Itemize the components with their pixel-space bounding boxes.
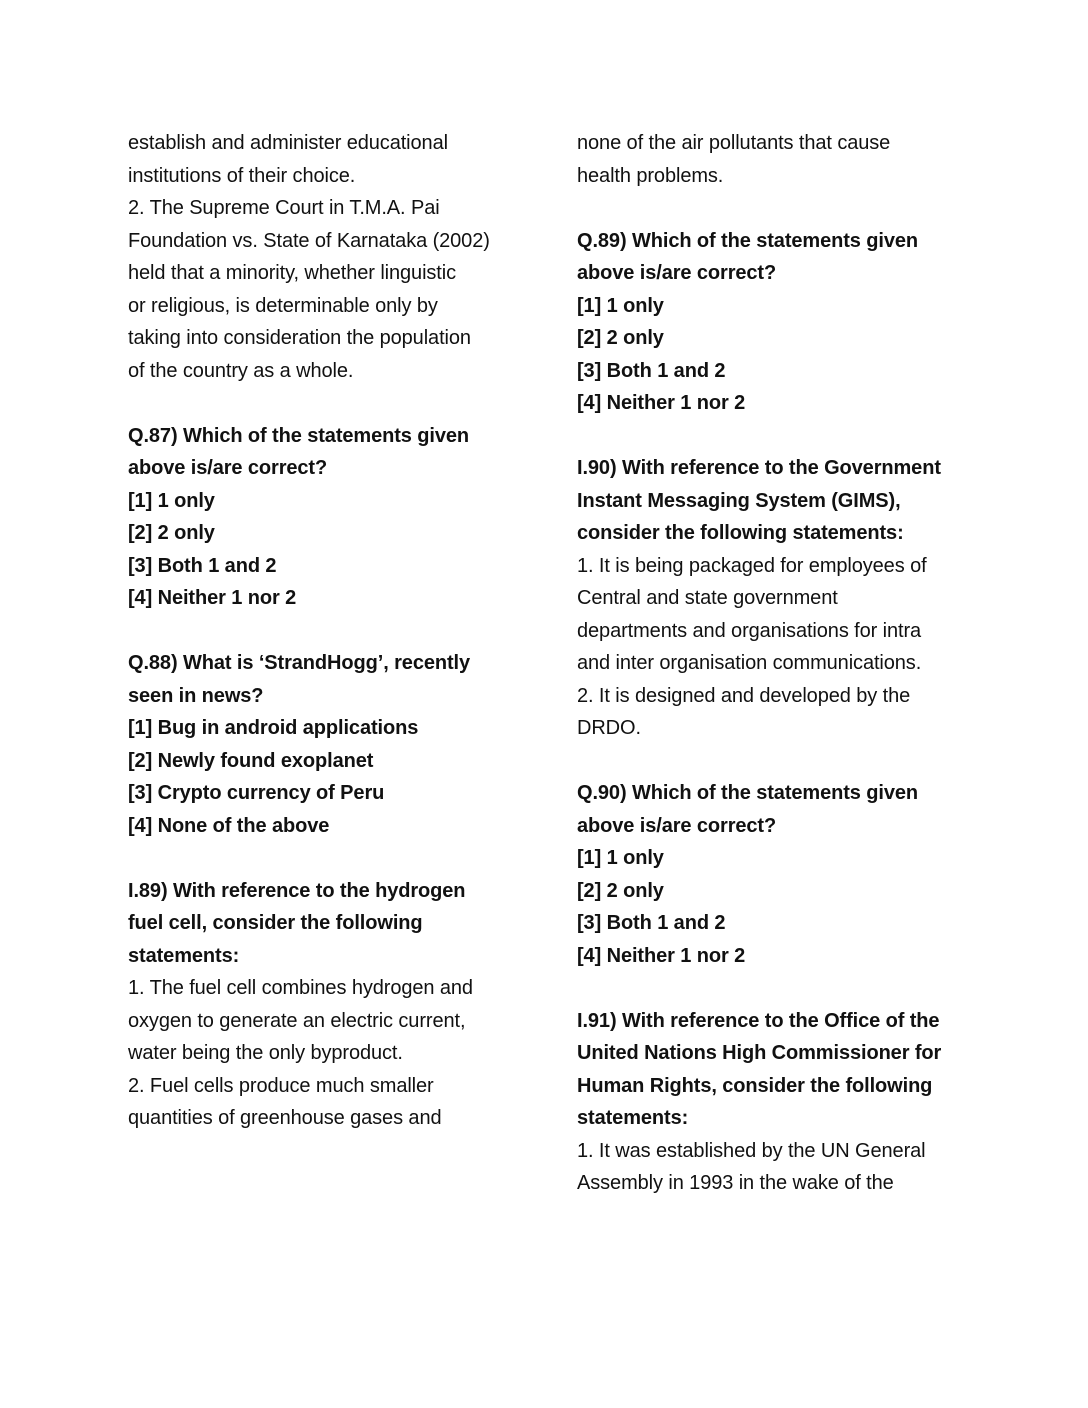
text-line: health problems.	[577, 164, 724, 187]
answer-option: [3] Both 1 and 2	[577, 912, 726, 934]
text-line: DRDO.	[577, 717, 641, 739]
instruction-heading: I.89) With reference to the hydrogen	[128, 879, 466, 902]
instruction-heading: consider the following statements:	[577, 522, 904, 544]
left-column	[128, 127, 528, 1135]
instruction-heading: statements:	[577, 1107, 689, 1129]
spacer	[128, 387, 528, 420]
text-line: Assembly in 1993 in the wake of the	[577, 1172, 894, 1194]
answer-option: [1] 1 only	[128, 489, 215, 512]
text-line: water being the only byproduct.	[128, 1042, 403, 1064]
spacer	[577, 192, 977, 225]
instruction-heading: I.91) With reference to the Office of the	[577, 1009, 940, 1032]
text-line: Foundation vs. State of Karnataka (2002)	[128, 229, 490, 252]
instruction-heading: United Nations High Commissioner for	[577, 1042, 942, 1064]
answer-option: [2] 2 only	[128, 522, 215, 544]
question-88	[128, 647, 528, 842]
spacer	[577, 745, 977, 778]
answer-option: [4] Neither 1 nor 2	[128, 587, 297, 609]
answer-option: [3] Both 1 and 2	[577, 359, 726, 382]
spacer	[128, 615, 528, 648]
statement-1-continuation	[128, 127, 528, 192]
instruction-heading: Instant Messaging System (GIMS),	[577, 489, 901, 512]
text-line: quantities of greenhouse gases and	[128, 1107, 442, 1129]
text-line: institutions of their choice.	[128, 164, 356, 187]
text-line: of the country as a whole.	[128, 359, 354, 382]
text-line: 1. It was established by the UN General	[577, 1139, 926, 1162]
question-text: seen in news?	[128, 684, 264, 707]
spacer	[577, 420, 977, 453]
question-text: above is/are correct?	[128, 457, 328, 479]
statement-2	[128, 192, 528, 387]
instruction-90	[577, 452, 977, 745]
question-text: Q.87) Which of the statements given	[128, 424, 470, 447]
text-line: 1. It is being packaged for employees of	[577, 554, 927, 577]
text-line: and inter organisation communications.	[577, 652, 922, 674]
question-87	[128, 420, 528, 615]
text-line: departments and organisations for intra	[577, 619, 922, 642]
answer-option: [2] Newly found exoplanet	[128, 749, 374, 772]
text-line: held that a minority, whether linguistic	[128, 262, 457, 284]
answer-option: [1] Bug in android applications	[128, 717, 419, 739]
text-line: 1. The fuel cell combines hydrogen and	[128, 977, 473, 999]
question-text: Q.88) What is ‘StrandHogg’, recently	[128, 652, 471, 674]
text-line: taking into consideration the population	[128, 327, 471, 349]
answer-option: [2] 2 only	[577, 327, 664, 349]
statement-2-continuation	[577, 127, 977, 192]
instruction-heading: I.90) With reference to the Government	[577, 457, 941, 479]
instruction-heading: statements:	[128, 944, 240, 967]
text-line: 2. Fuel cells produce much smaller	[128, 1074, 434, 1097]
instruction-89	[128, 875, 528, 1135]
text-line: 2. It is designed and developed by the	[577, 684, 911, 707]
text-line: none of the air pollutants that cause	[577, 132, 891, 154]
answer-option: [4] None of the above	[128, 814, 330, 837]
question-text: above is/are correct?	[577, 814, 777, 837]
answer-option: [3] Both 1 and 2	[128, 554, 277, 577]
answer-option: [4] Neither 1 nor 2	[577, 392, 746, 414]
text-line: Central and state government	[577, 587, 838, 609]
question-text: Q.90) Which of the statements given	[577, 782, 919, 804]
text-line: or religious, is determinable only by	[128, 294, 438, 317]
answer-option: [2] 2 only	[577, 879, 664, 902]
question-90	[577, 777, 977, 972]
spacer	[128, 842, 528, 875]
instruction-heading: fuel cell, consider the following	[128, 912, 423, 934]
instruction-91	[577, 1005, 977, 1200]
answer-option: [4] Neither 1 nor 2	[577, 944, 746, 967]
text-line: 2. The Supreme Court in T.M.A. Pai	[128, 197, 440, 219]
instruction-heading: Human Rights, consider the following	[577, 1074, 933, 1097]
text-line: oxygen to generate an electric current,	[128, 1009, 466, 1032]
answer-option: [1] 1 only	[577, 847, 664, 869]
right-column	[577, 127, 977, 1200]
answer-option: [3] Crypto currency of Peru	[128, 782, 385, 804]
question-text: Q.89) Which of the statements given	[577, 229, 919, 252]
answer-option: [1] 1 only	[577, 294, 664, 317]
question-89	[577, 225, 977, 420]
question-text: above is/are correct?	[577, 262, 777, 284]
text-line: establish and administer educational	[128, 132, 448, 154]
spacer	[577, 972, 977, 1005]
